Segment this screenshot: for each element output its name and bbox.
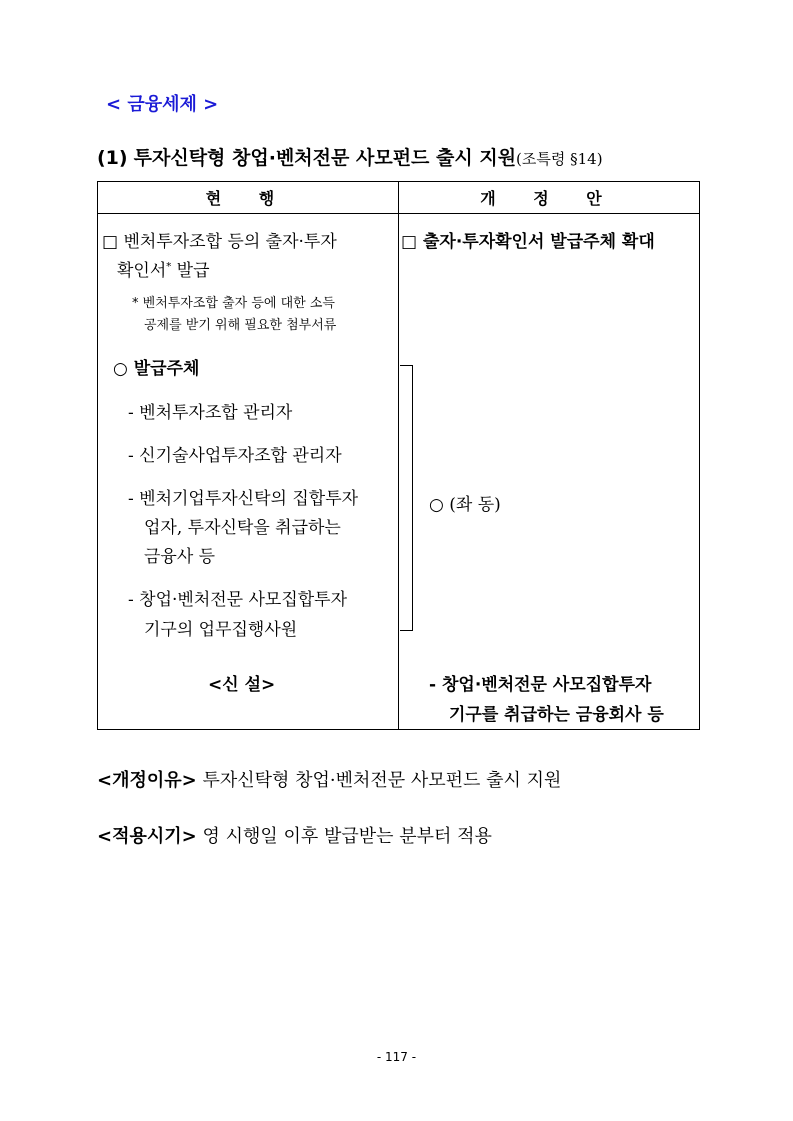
proposed-new-line1: - 창업·벤처전문 사모집합투자 xyxy=(429,675,652,695)
timing-label: <적용시기> xyxy=(97,826,197,847)
issuer-item: - 벤처투자조합 관리자 xyxy=(128,403,293,423)
footnote-mark: * xyxy=(166,261,172,273)
issuer-item: - 벤처기업투자신탁의 집합투자 xyxy=(128,489,359,509)
timing-text: 영 시행일 이후 발급받는 분부터 적용 xyxy=(202,826,492,847)
issuer-item: - 신기술사업투자조합 관리자 xyxy=(128,446,342,466)
current-column xyxy=(98,214,399,730)
item-heading: 투자신탁형 창업·벤처전문 사모펀드 출시 지원 xyxy=(133,147,517,169)
proposed-item-line1: □ 출자·투자확인서 발급주체 확대 xyxy=(401,232,655,252)
item-number: (1) xyxy=(97,147,128,169)
same-as-left: ○ (좌 동) xyxy=(429,495,501,515)
issuer-item-cont: 업자, 투자신탁을 취급하는 xyxy=(144,518,341,538)
law-reference: (조특령 §14) xyxy=(516,150,603,168)
application-timing xyxy=(97,822,492,848)
item-title xyxy=(97,143,603,170)
current-item-line2-text: 확인서 xyxy=(117,261,167,281)
current-item-line2-tail: 발급 xyxy=(171,261,210,281)
reason-text: 투자신탁형 창업·벤처전문 사모펀드 출시 지원 xyxy=(202,770,562,791)
bracket xyxy=(400,365,413,631)
current-item-line1: □ 벤처투자조합 등의 출자·투자 xyxy=(102,232,337,252)
section-title: < 금융세제 > xyxy=(106,94,219,115)
amendment-reason xyxy=(97,766,561,792)
page-number: - 117 - xyxy=(376,1050,417,1064)
new-label: <신 설> xyxy=(208,675,276,695)
header-proposed: 개 정 안 xyxy=(399,182,700,214)
reason-label: <개정이유> xyxy=(97,770,197,791)
footnote-line2: 공제를 받기 위해 필요한 첨부서류 xyxy=(144,318,337,333)
issuer-item-cont: 금융사 등 xyxy=(144,547,216,567)
comparison-table xyxy=(97,181,700,730)
proposed-new-line2: 기구를 취급하는 금융회사 등 xyxy=(449,705,664,725)
current-item-line2 xyxy=(117,256,210,281)
issuer-item-cont: 기구의 업무집행사원 xyxy=(144,620,298,640)
proposed-column xyxy=(399,214,700,730)
issuer-item: - 창업·벤처전문 사모집합투자 xyxy=(128,590,348,610)
header-current: 현 행 xyxy=(98,182,399,214)
issuer-heading: ○ 발급주체 xyxy=(113,359,200,379)
footnote-line1: * 벤처투자조합 출자 등에 대한 소득 xyxy=(132,296,335,311)
